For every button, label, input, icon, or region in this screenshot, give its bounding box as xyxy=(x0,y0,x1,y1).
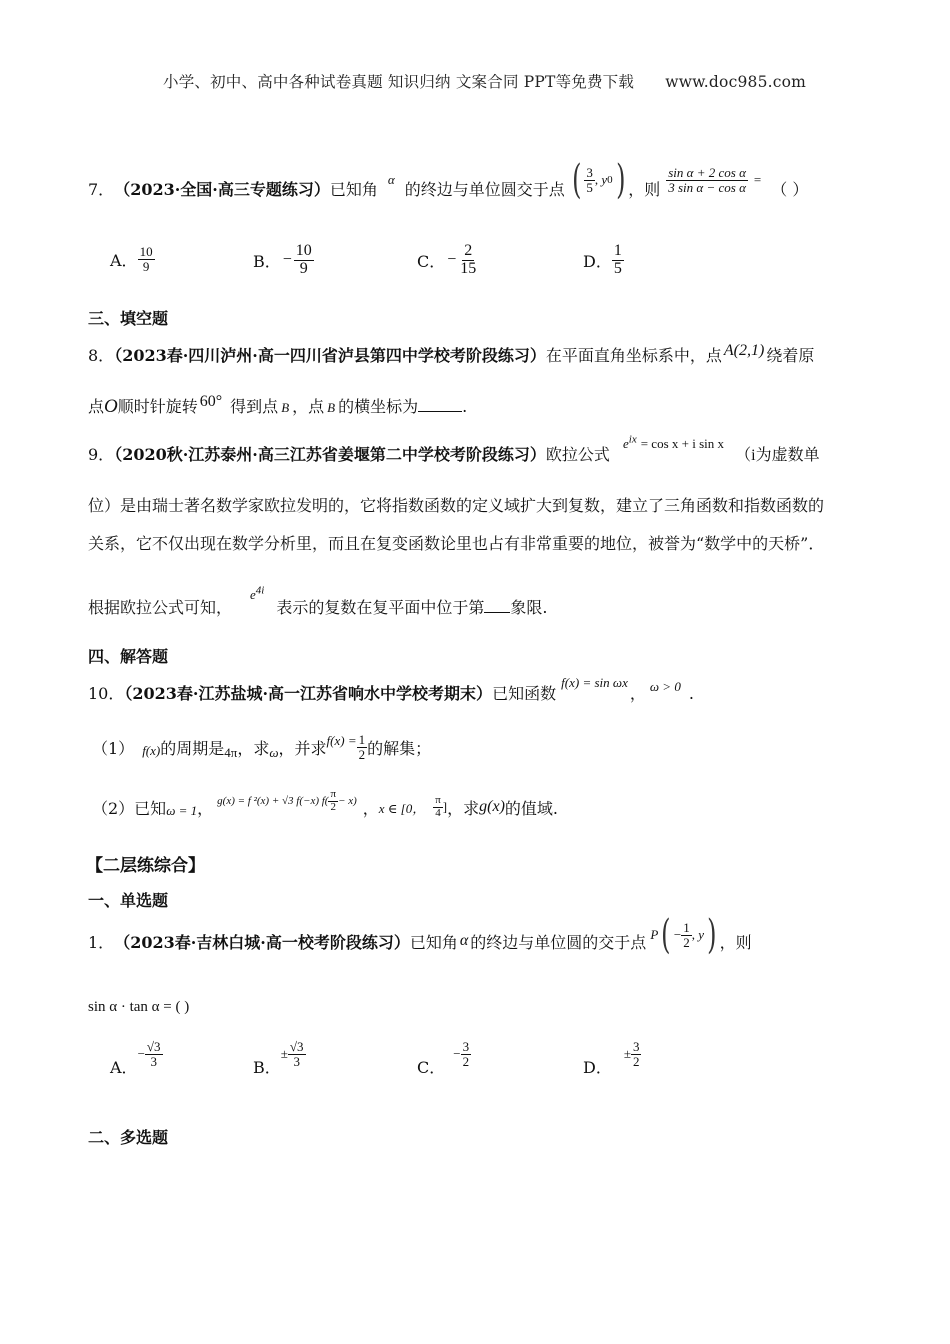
option-fraction xyxy=(461,1040,472,1068)
frac-num: 3 xyxy=(462,1039,470,1054)
omega: ω xyxy=(269,745,279,761)
q1-option-c[interactable] xyxy=(417,1039,471,1077)
q8-text: 在平面直角坐标系中，点 xyxy=(545,346,722,365)
frac-num: 1 xyxy=(613,242,622,259)
e-base: e xyxy=(250,587,256,602)
q10-text: 已知函数 xyxy=(492,684,557,703)
part-label: （2）已知 xyxy=(92,798,167,818)
q8-text: 绕着原 xyxy=(766,346,815,365)
q7-text: ，则 xyxy=(628,179,661,199)
option-label: D． xyxy=(583,1057,612,1077)
q7-option-a[interactable] xyxy=(110,245,155,273)
point-b: B xyxy=(281,400,290,415)
q9-text: 表示的复数在复平面中位于第 xyxy=(276,598,485,617)
frac-num: 3 xyxy=(586,164,593,180)
omega-condition: ω > 0 xyxy=(649,679,681,694)
page-header xyxy=(163,70,806,92)
frac-num: sin α + 2 cos α xyxy=(668,164,746,180)
q1-text: 的终边与单位圆的交于点 xyxy=(470,932,647,952)
question-source: （2023春·吉林白城·高一校考阶段练习） xyxy=(114,932,410,952)
q1-text: ，则 xyxy=(719,932,752,952)
g-of-x: g(x) xyxy=(479,798,505,816)
frac-num: 10 xyxy=(295,242,312,259)
answer-blank[interactable] xyxy=(484,598,510,613)
frac-num: π xyxy=(330,788,337,800)
frac-den: 3 xyxy=(293,1053,300,1069)
q9-text: 为虚数单 xyxy=(755,445,820,464)
pi-over-2 xyxy=(328,789,338,813)
f-equals: f(x) = xyxy=(326,733,357,749)
answer-blank[interactable] xyxy=(418,397,462,412)
frac-den: 5 xyxy=(613,259,622,277)
option-fraction xyxy=(138,245,155,273)
frac-num: √3 xyxy=(146,1039,161,1054)
frac-den: 9 xyxy=(299,259,308,277)
q9-text: （ xyxy=(735,445,752,464)
point-coordinate: ( $\frac{3}{5}$ , y 0 ) xyxy=(571,157,626,203)
question-9 xyxy=(88,433,820,465)
option-sign: − xyxy=(137,1046,145,1062)
function-def: f(x) = sin ωx xyxy=(561,675,628,690)
option-sign: ± xyxy=(280,1046,288,1062)
question-10 xyxy=(88,675,694,704)
q10-text: ，求 xyxy=(237,738,270,758)
exponent: ix xyxy=(628,433,637,446)
question-number: 8． xyxy=(88,346,115,365)
subscript: 0 xyxy=(607,174,613,186)
q9-text: 根据欧拉公式可知， xyxy=(88,598,233,617)
question-number: 7． xyxy=(88,179,115,199)
option-label: A． xyxy=(110,250,138,270)
q10-text: . xyxy=(688,684,694,703)
question-8 xyxy=(88,343,814,366)
question-9-line3: 关系，它不仅出现在数学分析里，而且在复变函数论里也占有非常重要的地位，被誉为“数学中的天桥”． xyxy=(88,534,825,553)
part-label: （1） xyxy=(92,738,135,758)
frac-den: 2 xyxy=(683,934,690,950)
question-10-part1 xyxy=(92,733,431,761)
q8-text: . xyxy=(462,397,468,416)
q7-text: 已知角 xyxy=(329,179,378,199)
frac-den: 4 xyxy=(435,806,441,819)
half-fraction xyxy=(357,733,368,761)
option-fraction xyxy=(145,1040,163,1068)
e-base: e xyxy=(622,436,629,451)
frac-num: 2 xyxy=(464,242,473,259)
q10-text: ， xyxy=(362,798,379,818)
option-sign: − xyxy=(447,251,457,269)
question-source: （2020秋·江苏泰州·高三江苏省姜堰第二中学校考阶段练习） xyxy=(114,445,546,464)
q10-text: 的解集； xyxy=(367,738,432,758)
frac-num: π xyxy=(435,794,441,806)
question-9-line4 xyxy=(88,584,548,618)
frac-den: 3 xyxy=(150,1053,157,1069)
alpha-symbol: α xyxy=(459,932,469,949)
header-url: www.doc985.com xyxy=(665,73,807,91)
option-label: C． xyxy=(417,251,446,271)
frac-num: 3 xyxy=(632,1039,640,1054)
frac-den: 2 xyxy=(358,746,366,762)
y-var: y xyxy=(698,927,704,942)
question-7 xyxy=(88,158,808,218)
point-a: A(2,1) xyxy=(723,342,765,359)
y-var: y xyxy=(601,172,608,187)
bracket: ] xyxy=(442,799,448,815)
layer-heading: 【二层练综合】 xyxy=(86,856,205,876)
q7-text: 的终边与单位圆交于点 xyxy=(404,179,565,199)
question-8-line2 xyxy=(88,394,467,418)
option-label: B． xyxy=(253,1057,281,1077)
formula-rhs: = cos x + i sin x xyxy=(640,436,724,451)
q10-text: ，求 xyxy=(447,798,480,818)
q1-option-d[interactable] xyxy=(583,1039,641,1077)
question-source: （2023·全国·高三专题练习） xyxy=(114,179,330,199)
question-source: （2023春·四川泸州·高一四川省泸县第四中学校考阶段练习） xyxy=(114,346,546,365)
option-label: A． xyxy=(110,1057,138,1077)
q10-text: 的值域. xyxy=(504,798,558,818)
g-function: g(x) = f ²(x) + √3 f(−x) f( xyxy=(217,795,329,808)
frac-num: 10 xyxy=(139,244,153,259)
omega-value: ω = 1 xyxy=(166,803,198,819)
question-1 xyxy=(88,912,752,962)
x-domain: x ∈ [0， xyxy=(378,800,426,816)
point-b: B xyxy=(327,400,336,415)
q8-text: 点 xyxy=(88,397,105,416)
function-f: f(x) xyxy=(142,743,161,759)
q10-text: ， xyxy=(629,684,646,703)
ratio-expression xyxy=(666,166,748,194)
frac-den: 3 sin α − cos α xyxy=(668,179,746,195)
option-fraction xyxy=(288,1040,306,1068)
alpha-symbol: α xyxy=(387,172,395,187)
question-1-line2: sin α · tan α = ( ) xyxy=(88,999,190,1015)
answer-paren: （ ） xyxy=(771,179,809,199)
q1-option-a[interactable] xyxy=(110,1039,163,1077)
origin-o: O xyxy=(104,396,118,417)
point-p: P ( − $\frac{1}{2}$ , y ) xyxy=(650,912,717,958)
equals-sign: = xyxy=(753,172,762,187)
frac-num: 1 xyxy=(683,919,690,935)
q1-option-b[interactable] xyxy=(253,1039,306,1077)
q7-option-c[interactable] xyxy=(417,243,478,278)
frac-den: 2 xyxy=(330,800,336,813)
option-sign: − xyxy=(282,251,292,269)
frac-den: 2 xyxy=(462,1053,470,1069)
frac-num: 1 xyxy=(358,732,366,747)
euler-formula xyxy=(622,433,724,452)
q1-text: 已知角 xyxy=(409,932,458,952)
q10-text: ，并求 xyxy=(278,738,327,758)
q8-text: 得到点 xyxy=(230,397,279,416)
exponent: 4i xyxy=(255,584,265,597)
q9-text: 象限. xyxy=(510,598,548,617)
period-4pi: 4π xyxy=(224,745,238,761)
option-fraction xyxy=(612,243,624,278)
frac-den: 15 xyxy=(460,259,477,277)
frac-den: 9 xyxy=(142,258,150,274)
q7-option-b[interactable] xyxy=(253,243,314,278)
header-text: 小学、初中、高中各种试卷真题 知识归纳 文案合同 PPT等免费下载 xyxy=(163,73,635,91)
option-fraction xyxy=(294,243,314,278)
q9-text: 欧拉公式 xyxy=(545,445,610,464)
section-heading-fill-in: 三、填空题 xyxy=(88,309,169,328)
imag-unit: i xyxy=(751,447,756,464)
option-fraction xyxy=(631,1040,642,1068)
q7-option-d[interactable] xyxy=(583,243,624,278)
q10-text: ， xyxy=(197,798,214,818)
q10-text: 的周期是 xyxy=(160,738,225,758)
frac-den: 5 xyxy=(586,179,593,195)
question-number: 1． xyxy=(88,932,115,952)
option-label: D． xyxy=(583,251,612,271)
p-label: P xyxy=(650,927,659,942)
q8-text: ，点 xyxy=(292,397,325,416)
question-number: 10． xyxy=(88,684,125,703)
question-9-line2: 位）是由瑞士著名数学家欧拉发明的，它将指数函数的定义域扩大到复数，建立了三角函数和指数函数的 xyxy=(88,496,825,515)
e-power xyxy=(250,584,265,603)
section-heading-multi-choice: 二、多选题 xyxy=(88,1128,169,1147)
q8-text: 的横坐标为 xyxy=(338,397,419,416)
option-fraction xyxy=(458,243,478,278)
question-10-part2 xyxy=(92,788,558,819)
option-sign: ± xyxy=(623,1046,631,1062)
option-label: B． xyxy=(253,251,281,271)
g-function-end: − x) xyxy=(338,795,357,808)
question-number: 9． xyxy=(88,445,115,464)
frac-num: √3 xyxy=(289,1039,304,1054)
pi-over-4 xyxy=(433,795,443,819)
frac-den: 2 xyxy=(632,1053,640,1069)
section-heading-solve: 四、解答题 xyxy=(88,647,169,666)
question-source: （2023春·江苏盐城·高一江苏省响水中学校考期末） xyxy=(124,684,493,703)
option-label: C． xyxy=(417,1057,446,1077)
option-sign: − xyxy=(453,1046,461,1062)
section-heading-single-choice: 一、单选题 xyxy=(88,891,169,910)
angle-60: 60° xyxy=(199,393,223,410)
q8-text: 顺时针旋转 xyxy=(117,397,198,416)
